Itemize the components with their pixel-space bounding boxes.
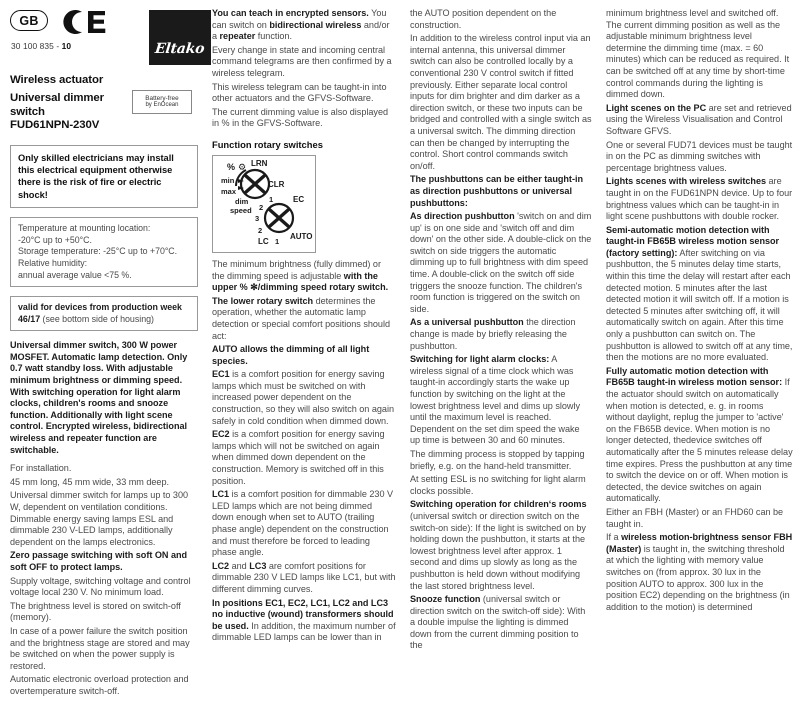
lc1-bold: LC1	[211, 489, 230, 500]
transformer-rest: In addition, the maximum number of dimmable LED lamps can be lower than in	[211, 620, 396, 643]
svg-text:max: max	[220, 186, 236, 196]
ec2-paragraph	[212, 429, 396, 487]
dimming-stop-paragraph: The dimming process is stopped by tapping briefly, e.g. on the hand-held transmitter.	[409, 448, 585, 471]
children-room-rest: (universal switch or direction switch on the switch-on side): If the light is switched on by holding down the pushbutton, it starts at the lowest brightness level after approx. 1 second and dims up slowly as long as the pushbutton is held down without modifying the last stored brightness level.	[409, 510, 586, 591]
children-room-bold: Switching operation for children‘s rooms	[409, 499, 587, 510]
svg-text:LC: LC	[257, 236, 269, 246]
ec2-rest: is a comfort position for energy saving lamps which will not be switched on again when dimmed down dependent on the construction. Memory is switched off in this position.	[211, 429, 385, 486]
ce-mark-icon	[62, 9, 112, 35]
semi-automatic-motion-bold: Semi-automatic motion detection with taught-in FB65B wireless motion sensor (factory setting):	[606, 224, 780, 258]
snooze-rest: (universal switch or direction switch on the switch-off side): With a double impulse the lighting is dimmed down from the current dimming position to the	[409, 594, 586, 651]
install-line-1: For installation.	[10, 463, 72, 474]
validity-text	[18, 302, 190, 325]
svg-text:2: 2	[257, 225, 263, 235]
encrypted-mid-1: You can switch on	[211, 8, 387, 30]
svg-text:dim: dim	[234, 196, 249, 206]
light-alarm-bold: Switching for light alarm clocks:	[409, 354, 550, 365]
lower-rotary-rest: determines the operation, whether the automatic lamp detection or special comfort positions should act:	[211, 295, 391, 341]
telegram-teachin-paragraph: This wireless telegram can be taught-in into other actuators and the GFVS-Software.	[211, 81, 387, 104]
fbh-master-rest: is taught in, the switching threshold at which the lighting with memory value switches on (from approx. 30 lux in the position AUTO to approx. 300 lux in the position EC2) depending on the brightness (in addition to the motion) is determined	[606, 543, 790, 612]
country-badge-gb: GB	[10, 10, 48, 31]
lc3-bold: LC3	[249, 560, 267, 571]
validity-normal: (see bottom side of housing)	[40, 313, 154, 324]
function-rotary-heading: Function rotary switches	[211, 138, 323, 150]
install-line-2: 45 mm long, 45 mm wide, 33 mm deep.	[10, 476, 170, 487]
part-number-suffix: 10	[61, 41, 72, 51]
battery-badge-line1: Battery-free	[145, 94, 179, 102]
ec2-bold: EC2	[211, 429, 230, 440]
column-1	[6, 8, 208, 702]
lc2-mid: and	[229, 560, 250, 571]
spec-line-5: annual average value <75 %.	[18, 269, 132, 280]
light-scenes-wireless-bold: Lights scenes with wireless switches	[606, 176, 767, 187]
svg-text:1: 1	[274, 236, 280, 246]
svg-text:EC: EC	[292, 194, 305, 204]
spec-line-3: Storage temperature: -25°C up to +70°C.	[18, 246, 178, 257]
lower-rotary-paragraph	[212, 296, 396, 342]
min-brightness-bold: with the upper % ✻/dimming speed rotary switch.	[211, 270, 389, 293]
brand-logo	[149, 10, 211, 65]
warning-box	[10, 145, 198, 209]
light-scenes-pc-paragraph	[606, 103, 794, 138]
column-4	[602, 8, 796, 702]
auto-position-paragraph: AUTO allows the dimming of all light species.	[211, 344, 370, 366]
lc2-lc3-paragraph	[212, 561, 396, 596]
svg-text:AUTO: AUTO	[289, 231, 313, 241]
part-number-prefix: 30 100 835 -	[11, 41, 60, 51]
svg-text:2: 2	[258, 202, 264, 212]
overload-paragraph: Automatic electronic overload protection and overtemperature switch-off.	[10, 674, 189, 696]
header-bar	[10, 8, 206, 72]
light-scenes-pc-bold: Light scenes on the PC	[606, 102, 707, 113]
ec1-paragraph	[212, 369, 396, 427]
svg-text:LRN: LRN	[250, 158, 268, 168]
svg-text:%: %	[226, 161, 235, 172]
function-rotary-section	[212, 139, 396, 253]
column-2	[208, 8, 406, 702]
supply-voltage-paragraph: Supply voltage, switching voltage and control voltage local 230 V. No minimum load.	[10, 575, 191, 598]
spec-line-4: Relative humidity:	[18, 257, 88, 268]
product-name-title	[10, 92, 140, 133]
spec-line-1: Temperature at mounting location:	[18, 223, 151, 234]
intro-paragraph: Universal dimmer switch, 300 W power MOSFET. Automatic lamp detection. Only 0.7 watt standby loss. With adjustable minimum brightness or dimming speed. With switching operation for light alarm clocks, children's rooms and snooze function. Additionally with light scene control. Encrypted wireless, bidirectional wireless and repeater function are switchable.	[10, 340, 188, 455]
svg-text:1: 1	[268, 194, 274, 204]
lc2-bold: LC2	[211, 560, 230, 571]
fbh-fhd60-paragraph: Either an FBH (Master) or an FHD60 can be taught in.	[606, 506, 784, 529]
title-block	[10, 74, 198, 133]
universal-pushbutton-rest: the direction change is made by briefly releasing the pushbutton.	[409, 317, 576, 351]
svg-text:CLR: CLR	[267, 179, 285, 189]
rotary-switch-diagram	[212, 155, 316, 253]
environment-spec-box	[10, 217, 198, 287]
product-name-line2: FUD61NPN-230V	[10, 119, 100, 131]
semi-automatic-motion-paragraph	[606, 225, 794, 364]
encrypted-sensors-paragraph	[212, 8, 396, 43]
transformer-warning-paragraph	[212, 598, 396, 644]
light-scenes-wireless-paragraph	[606, 176, 794, 222]
fully-automatic-motion-bold: Fully automatic motion detection with FB65B taught-in wireless motion sensor:	[606, 365, 783, 388]
dimming-value-paragraph: The current dimming value is also displayed in % in the GFVS-Software.	[211, 106, 389, 129]
column-3	[406, 8, 602, 702]
lc1-paragraph	[212, 489, 396, 559]
auto-construction-paragraph: the AUTO position dependent on the construction.	[409, 8, 557, 30]
esl-setting-paragraph: At setting ESL is no switching for light alarm clocks possible.	[409, 474, 586, 496]
min-brightness-paragraph	[212, 259, 396, 294]
fully-automatic-motion-rest: If the actuator should switch on automatically when motion is detected, e. g. in rooms without daylight, replug the jumper to 'active' on the FB65B device. When motion is no longer detected, thedevice switches off automatically after the 5 minutes release delay time expires. Press the pushbutton at any time to switch the device on or off. When motion is detected, the device switches on again automatically.	[606, 377, 793, 504]
validity-bold: valid for devices from production week 46/17	[18, 302, 182, 324]
lower-rotary-bold: The lower rotary switch	[211, 295, 314, 306]
snooze-continuation-paragraph: minimum brightness level and switched off. The current dimming position as well as the adjustable minimum brightness level determine the dimming time (max. = 60 minutes) which can be reduced as required. It can be switched off at any time by short-time control commands during the lighting is dimmed down.	[606, 8, 790, 100]
snooze-paragraph	[410, 594, 592, 652]
fbh-master-paragraph	[606, 532, 794, 613]
fbh-master-bold: wireless motion-brightness sensor FBH (Master)	[606, 532, 793, 554]
zero-passage-paragraph: Zero passage switching with soft ON and soft OFF to protect lamps.	[10, 550, 188, 572]
snooze-bold: Snooze function	[409, 594, 481, 605]
battery-badge-line2: by EnOcean	[145, 102, 179, 108]
svg-text:3: 3	[254, 213, 260, 223]
battery-free-badge	[132, 90, 192, 114]
lamp-compat-paragraph: Universal dimmer switch for lamps up to 300 W, dependent on ventilation conditions. Dimmable energy saving lamps ESL and dimmable 230 V-LED lamps, additionally dependent on the lamps electronics.	[10, 490, 189, 547]
svg-text:speed: speed	[229, 205, 252, 215]
min-brightness-pre: The minimum brightness (fully dimmed) or the dimming speed is adjustable	[211, 258, 381, 281]
memory-paragraph: The brightness level is stored on switch-off (memory).	[10, 600, 181, 623]
svg-text:min: min	[220, 175, 235, 185]
light-scenes-pc-rest: are set and retrieved using the Wireless Visualisation and Control Software GFVS.	[606, 102, 792, 136]
encrypted-mid-2: and/or a	[211, 19, 390, 42]
product-line-title: Wireless actuator	[10, 74, 104, 86]
fbh-master-pre: If a	[606, 532, 622, 543]
light-alarm-paragraph	[410, 354, 592, 447]
fud71-paragraph: One or several FUD71 devices must be taught in on the PC as dimming switches with percentage brightness values.	[606, 139, 793, 173]
telegram-confirm-paragraph: Every change in state and incoming central command telegrams are then confirmed by a wireless telegram.	[211, 44, 392, 78]
pushbutton-heading-paragraph: The pushbuttons can be either taught-in as direction pushbuttons or universal pushbuttons:	[409, 174, 583, 208]
part-number	[11, 41, 71, 51]
product-name-line1: Universal dimmer switch	[10, 92, 104, 118]
semi-automatic-motion-rest: After switching on via pushbutton, the 5 minutes delay time starts, within this time the delay will restart after each detected motion. 5 minutes after the last detected motion it will switch off. If a motion is detected 5 minutes after switching off, it will automatically switch on again. After this time only a pushbutton can switch on. The pushbutton is allowed to switch off at any time, then the motions are no more evaluated.	[606, 247, 793, 363]
light-scenes-wireless-rest: are taught in on the FUD61NPN device. Up to four brightness values which can be taught-in in light scene pushbuttons with double rocker.	[606, 176, 793, 222]
ec1-bold: EC1	[211, 369, 230, 380]
ec1-rest: is a comfort position for energy saving lamps which must be switched on with increased power dependent on the construction, so they will also switch on again safely in cold condition when dimmed down.	[211, 369, 395, 426]
children-room-paragraph	[410, 499, 592, 592]
universal-pushbutton-paragraph	[410, 317, 592, 352]
repeater-bold: repeater	[219, 31, 256, 42]
lc1-rest: is a comfort position for dimmable 230 V LED lamps which are not being dimmed down enough when set to AUTO (trailing phase angle) dependent on the construction and must therefore be forced to leading phase angle.	[211, 489, 394, 558]
encrypted-sensors-bold: You can teach in encrypted sensors.	[211, 8, 369, 18]
warning-text: Only skilled electricians may install this electrical equipment otherwise there is the risk of fire or electric shock!	[18, 152, 174, 200]
spec-line-2: -20°C up to +50°C.	[18, 234, 92, 245]
local-control-paragraph: In addition to the wireless control input via an internal antenna, this universal dimmer switch can also be controlled locally by a conventional 230 V control switch if fitted previously. Either separate local control inputs for dim brighter and dim darker as a direction switch, or these two inputs can be bridged and controlled with a single switch as a universal switch. The dimming direction can then be changed by interrupting the control. Short control commands switch on/off.	[409, 33, 592, 171]
light-alarm-rest: A wireless signal of a time clock which was taught-in accordingly starts the wake up function by switching on the light at the lowest brightness level and dims up slowly until the maximum level is reached. Dependent on the set dim speed the wake up time is between 30 and 60 minutes.	[409, 354, 580, 446]
column1-body	[10, 340, 198, 697]
direction-pushbutton-paragraph	[410, 211, 592, 315]
transformer-bold: In positions EC1, EC2, LC1, LC2 and LC3 no inductive (wound) transformers should be used.	[211, 597, 394, 631]
universal-pushbutton-bold: As a universal pushbutton	[409, 317, 524, 328]
validity-box	[10, 296, 198, 331]
direction-pushbutton-bold: As direction pushbutton	[409, 211, 515, 222]
svg-text:⚙: ⚙	[237, 162, 247, 173]
brand-logo-text: Eltako	[154, 41, 206, 57]
direction-pushbutton-rest: 'switch on and dim up' is on one side and 'switch off and dim down' on the other side. A double-click on the switch on side triggers the automatic dimming up to full brightness with dim speed time. A double-click on the switch off side triggers the snooze function. The children's room function is triggered on the switch on side.	[409, 211, 592, 314]
lc2-lc3-rest: are comfort positions for dimmable 230 V LED lamps like LC1, but with different dimming curves.	[211, 560, 396, 594]
encrypted-end: function.	[255, 31, 292, 42]
fully-automatic-motion-paragraph	[606, 366, 794, 505]
bidirectional-bold: bidirectional wireless	[269, 19, 362, 30]
power-failure-paragraph: In case of a power failure the switch position and the brightness stage are stored and may be switched on when the power supply is restored.	[10, 625, 190, 671]
